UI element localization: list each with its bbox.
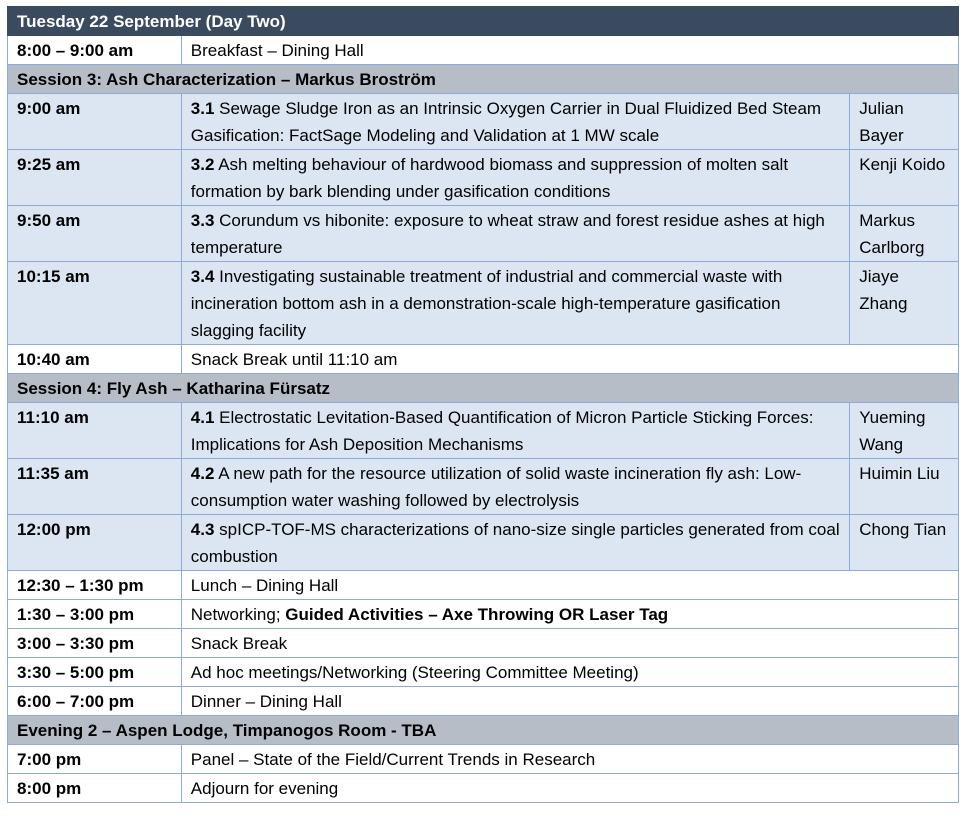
talk-title-cell [181,515,849,571]
talk-title: Corundum vs hibonite: exposure to wheat straw and forest residue ashes at high temperature [190,211,825,257]
schedule-row [8,36,959,65]
schedule-row [8,629,959,658]
schedule-row [8,658,959,687]
talk-number: 3.1 [190,99,215,118]
event-cell: Breakfast – Dining Hall [181,36,958,65]
schedule-row [8,600,959,629]
event-cell: Panel – State of the Field/Current Trends in Research [181,745,958,774]
day-header-row [8,7,959,36]
time-cell: 9:00 am [8,94,182,150]
time-cell: 3:00 – 3:30 pm [8,629,182,658]
schedule-row [8,571,959,600]
time-cell: 6:00 – 7:00 pm [8,687,182,716]
event-text: Networking; [190,605,286,624]
talk-title-cell [181,150,849,206]
time-cell: 1:30 – 3:00 pm [8,600,182,629]
time-cell: 12:30 – 1:30 pm [8,571,182,600]
time-cell: 10:15 am [8,262,182,345]
talk-title-cell [181,262,849,345]
talk-title: Ash melting behaviour of hardwood biomass and suppression of molten salt formation by bark blending under gasification conditions [190,155,789,201]
time-cell: 8:00 – 9:00 am [8,36,182,65]
schedule [7,6,959,803]
time-cell: 3:30 – 5:00 pm [8,658,182,687]
talk-title: Sewage Sludge Iron as an Intrinsic Oxygen Carrier in Dual Fluidized Bed Steam Gasification: FactSage Modeling and Validation at 1 MW scale [190,99,822,145]
time-cell: 8:00 pm [8,774,182,803]
talk-row [8,515,959,571]
talk-number: 4.1 [190,408,215,427]
speaker-cell: Huimin Liu [850,459,959,515]
talk-title: A new path for the resource utilization of solid waste incineration fly ash: Low-consumption water washing followed by electrolysis [190,464,802,510]
speaker-cell: Yueming Wang [850,403,959,459]
speaker-cell: Markus Carlborg [850,206,959,262]
time-cell: 11:35 am [8,459,182,515]
talk-row [8,262,959,345]
talk-title-cell [181,206,849,262]
talk-row [8,459,959,515]
talk-row [8,206,959,262]
session-header-row [8,65,959,94]
talk-title-cell [181,459,849,515]
talk-number: 3.3 [190,211,215,230]
talk-number: 3.4 [190,267,215,286]
talk-row [8,94,959,150]
time-cell: 9:50 am [8,206,182,262]
event-cell: Adjourn for evening [181,774,958,803]
schedule-row [8,687,959,716]
talk-title-cell [181,94,849,150]
talk-title: Electrostatic Levitation-Based Quantification of Micron Particle Sticking Forces: Implications for Ash Deposition Mechanisms [190,408,814,454]
speaker-cell: Chong Tian [850,515,959,571]
session-3-header: Session 3: Ash Characterization – Markus Broström [8,65,959,94]
talk-number: 3.2 [190,155,215,174]
event-cell [181,658,958,687]
event-text: Ad hoc meetings/Networking (Steering Committee Meeting) [190,663,639,682]
evening-header: Evening 2 – Aspen Lodge, Timpanogos Room - TBA [8,716,959,745]
talk-title: spICP-TOF-MS characterizations of nano-size single particles generated from coal combustion [190,520,840,566]
event-cell: Snack Break until 11:10 am [181,345,958,374]
time-cell: 9:25 am [8,150,182,206]
talk-title-cell [181,403,849,459]
time-cell: 11:10 am [8,403,182,459]
event-cell [181,600,958,629]
schedule-row [8,745,959,774]
event-cell [181,571,958,600]
event-text: Snack Break [190,634,288,653]
talk-number: 4.3 [190,520,215,539]
schedule-row [8,774,959,803]
session-header-row [8,716,959,745]
speaker-cell: Kenji Koido [850,150,959,206]
event-cell [181,687,958,716]
event-cell [181,629,958,658]
schedule-table [7,6,959,803]
event-text: Lunch – Dining Hall [190,576,339,595]
speaker-cell: Julian Bayer [850,94,959,150]
time-cell: 7:00 pm [8,745,182,774]
speaker-cell: Jiaye Zhang [850,262,959,345]
event-text-bold: Guided Activities – Axe Throwing OR Laser Tag [285,605,669,624]
day-header: Tuesday 22 September (Day Two) [8,7,959,36]
talk-row [8,403,959,459]
session-4-header: Session 4: Fly Ash – Katharina Fürsatz [8,374,959,403]
talk-row [8,150,959,206]
session-header-row [8,374,959,403]
talk-number: 4.2 [190,464,215,483]
schedule-row [8,345,959,374]
talk-title: Investigating sustainable treatment of industrial and commercial waste with incineration bottom ash in a demonstration-scale high-temperature gasification slagging facility [190,267,783,340]
time-cell: 10:40 am [8,345,182,374]
event-text: Dinner – Dining Hall [190,692,342,711]
time-cell: 12:00 pm [8,515,182,571]
